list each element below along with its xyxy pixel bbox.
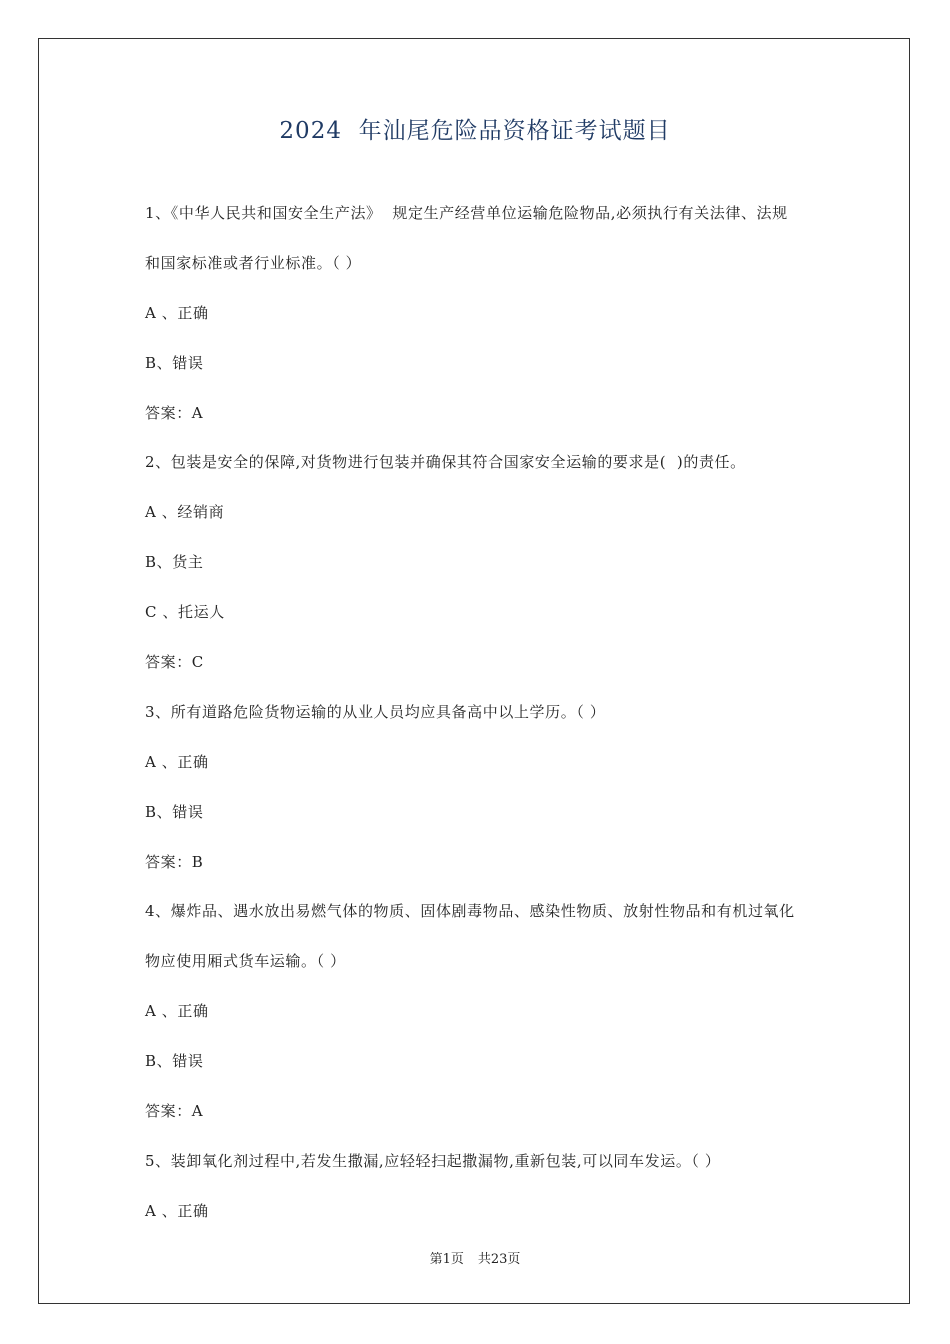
option-line: B、错误 bbox=[145, 802, 204, 821]
page-footer bbox=[0, 1248, 950, 1267]
option-line: A 、正确 bbox=[145, 752, 209, 771]
text-line: 4、爆炸品、遇水放出易燃气体的物质、固体剧毒物品、感染性物质、放射性物品和有机过氧化 bbox=[145, 902, 795, 921]
answer-line: 答案：A bbox=[145, 403, 204, 422]
text-line: 2、包装是安全的保障,对货物进行包装并确保其符合国家安全运输的要求是( )的责任。 bbox=[145, 453, 746, 472]
option-line: B、货主 bbox=[145, 553, 204, 572]
option-line: A 、正确 bbox=[145, 1201, 209, 1220]
text-line: 和国家标准或者行业标准。（ ） bbox=[145, 253, 362, 272]
text-line: 物应使用厢式货车运输。（ ） bbox=[145, 952, 346, 971]
answer-line: 答案：A bbox=[145, 1102, 204, 1121]
option-line: A 、正确 bbox=[145, 303, 209, 322]
answer-line: 答案：C bbox=[145, 653, 204, 672]
page-total: 共23页 bbox=[477, 1252, 521, 1267]
option-line: B、错误 bbox=[145, 353, 204, 372]
page-number: 第1页 bbox=[429, 1252, 464, 1267]
option-line: C 、托运人 bbox=[145, 603, 225, 622]
option-line: B、错误 bbox=[145, 1052, 204, 1071]
document-title: 2024 年汕尾危险品资格证考试题目 bbox=[279, 118, 671, 144]
question-list bbox=[145, 200, 825, 1248]
text-line: 5、装卸氧化剂过程中,若发生撒漏,应轻轻扫起撒漏物,重新包装,可以同车发运。（ ） bbox=[145, 1151, 721, 1170]
text-line: 1、《中华人民共和国安全生产法》 规定生产经营单位运输危险物品,必须执行有关法律、法规 bbox=[145, 204, 788, 222]
option-line: A 、正确 bbox=[145, 1002, 209, 1021]
answer-line: 答案：B bbox=[145, 852, 204, 871]
text-line: 3、所有道路危险货物运输的从业人员均应具备高中以上学历。（ ） bbox=[145, 702, 606, 721]
option-line: A 、经销商 bbox=[145, 503, 225, 522]
